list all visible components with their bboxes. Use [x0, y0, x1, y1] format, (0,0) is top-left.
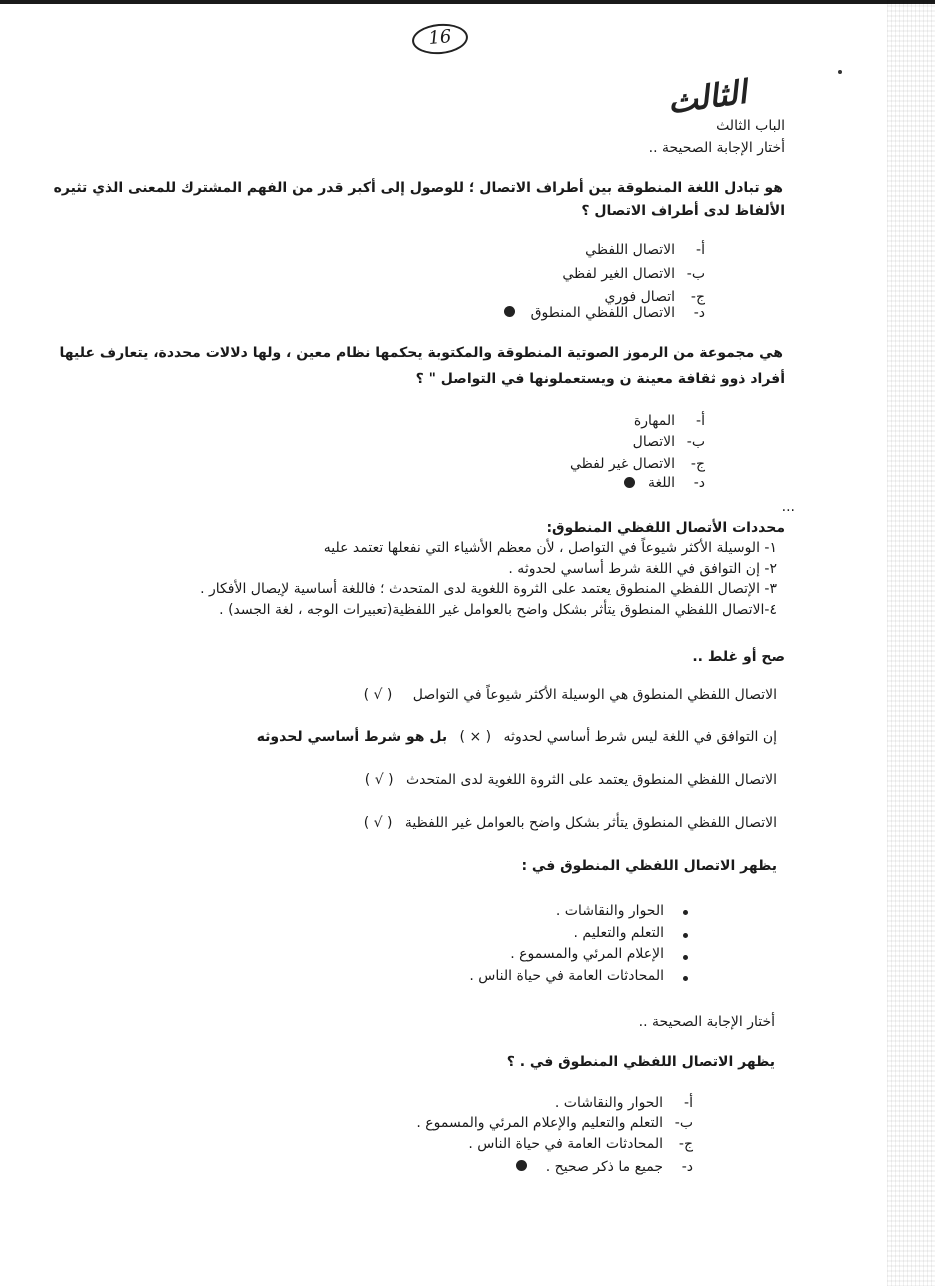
q1-line2: الألفاظ لدى أطراف الاتصال ؟: [581, 203, 785, 219]
heading-choose-correct-1: أختار الإجابة الصحيحة ..: [648, 140, 785, 156]
option-text: اتصال فوري: [604, 289, 675, 305]
bullet-dot: [683, 910, 688, 915]
determinant-item: ٣- الإتصال اللفظي المنطوق يعتمد على الثروة اللغوية لدى المتحدث ؛ فاللغة أساسية لإيصال الأفكار .: [200, 581, 777, 597]
appears-item: المحادثات العامة في حياة الناس .: [469, 968, 664, 984]
option-letter: د-: [681, 1159, 693, 1175]
tf-mark: ( × ): [459, 729, 492, 745]
tf-statement: الاتصال اللفظي المنطوق يعتمد على الثروة اللغوية لدى المتحدث: [406, 772, 777, 788]
option-text: المحادثات العامة في حياة الناس .: [468, 1136, 663, 1152]
option-text: جميع ما ذكر صحيح .: [545, 1159, 663, 1175]
tf-statement: الاتصال اللفظي المنطوق هي الوسيلة الأكثر شيوعاً في التواصل: [412, 687, 777, 703]
determinant-item: ٢- إن التوافق في اللغة شرط أساسي لحدوثه .: [508, 561, 777, 577]
scan-top-edge: [0, 0, 935, 4]
option-text: الاتصال اللفظي: [585, 242, 675, 258]
tf-item: [365, 770, 777, 790]
appears-item: الإعلام المرئي والمسموع .: [510, 946, 664, 962]
appears-item: الحوار والنقاشات .: [555, 903, 664, 919]
q1-line1: هو تبادل اللغة المنطوقة بين أطراف الاتصال ؛ للوصول إلى أكبر قدر من الفهم المشترك للمعنى الذي تثيره: [53, 180, 783, 196]
tf-correction: بل هو شرط أساسي لحدوثه: [256, 729, 448, 745]
tf-mark: ( √ ): [363, 687, 393, 703]
option-text: الاتصال غير لفظي: [569, 456, 675, 472]
selected-answer-dot: [516, 1160, 527, 1171]
option-letter: ج-: [690, 289, 705, 305]
tf-statement: الاتصال اللفظي المنطوق يتأثر بشكل واضح بالعوامل غير اللفظية: [404, 815, 777, 831]
tf-statement: إن التوافق في اللغة ليس شرط أساسي لحدوثه: [503, 729, 777, 745]
handwritten-annotation: الثالث: [665, 72, 749, 122]
tf-item: [364, 813, 777, 833]
tf-mark: ( √ ): [364, 772, 394, 788]
option-text: المهارة: [633, 413, 675, 429]
option-letter: ج-: [678, 1136, 693, 1152]
option-letter: ب-: [674, 1115, 693, 1131]
q3-line1: يظهر الاتصال اللفظي المنطوق في . ؟: [506, 1054, 775, 1070]
scan-edge-noise: [887, 0, 935, 1286]
determinants-title: محددات الأتصال اللفظي المنطوق:: [546, 520, 785, 536]
appears-item: التعلم والتعليم .: [573, 925, 664, 941]
option-text: الحوار والنقاشات .: [554, 1095, 663, 1111]
bullet-dot: [683, 976, 688, 981]
option-letter: أ-: [696, 242, 705, 258]
option-text: اللغة: [647, 475, 675, 491]
q2-line1: هي مجموعة من الرموز الصوتية المنطوقة والمكتوبة يحكمها نظام معين ، ولها دلالات محددة، يتعارف عليها: [59, 345, 783, 361]
selected-answer-dot: [624, 477, 635, 488]
ellipsis: ...: [781, 499, 795, 515]
option-text: التعلم والتعليم والإعلام المرئي والمسموع .: [416, 1115, 663, 1131]
option-text: الاتصال اللفظي المنطوق: [530, 305, 675, 321]
tf-item: [257, 727, 777, 747]
scan-speck: [838, 70, 842, 74]
tf-mark: ( √ ): [363, 815, 393, 831]
chapter-title: الباب الثالث: [716, 118, 785, 134]
option-text: الاتصال الغير لفظي: [562, 266, 675, 282]
option-letter: ج-: [690, 456, 705, 472]
tf-item: [364, 685, 777, 705]
true-false-title: صح أو غلط ..: [692, 649, 785, 665]
option-letter: أ-: [684, 1095, 693, 1111]
option-letter: د-: [693, 305, 705, 321]
option-letter: أ-: [696, 413, 705, 429]
option-text: الاتصال: [632, 434, 675, 450]
determinant-item: ٤-الاتصال اللفظي المنطوق يتأثر بشكل واضح بالعوامل غير اللفظية(تعبيرات الوجه ، لغة الجسد) .: [219, 602, 777, 618]
selected-answer-dot: [504, 306, 515, 317]
option-letter: ب-: [686, 434, 705, 450]
determinant-item: ١- الوسيلة الأكثر شيوعاً في التواصل ، لأن معظم الأشياء التي نفعلها تعتمد عليه: [323, 540, 777, 556]
option-letter: ب-: [686, 266, 705, 282]
appears-title: يظهر الاتصال اللفظي المنطوق في :: [521, 858, 777, 874]
page-number: 16: [411, 22, 469, 57]
q2-line2: أفراد ذوو ثقافة معينة ن ويستعملونها في التواصل " ؟: [415, 371, 785, 387]
option-letter: د-: [693, 475, 705, 491]
bullet-dot: [683, 955, 688, 960]
bullet-dot: [683, 933, 688, 938]
heading-choose-correct-2: أختار الإجابة الصحيحة ..: [638, 1014, 775, 1030]
